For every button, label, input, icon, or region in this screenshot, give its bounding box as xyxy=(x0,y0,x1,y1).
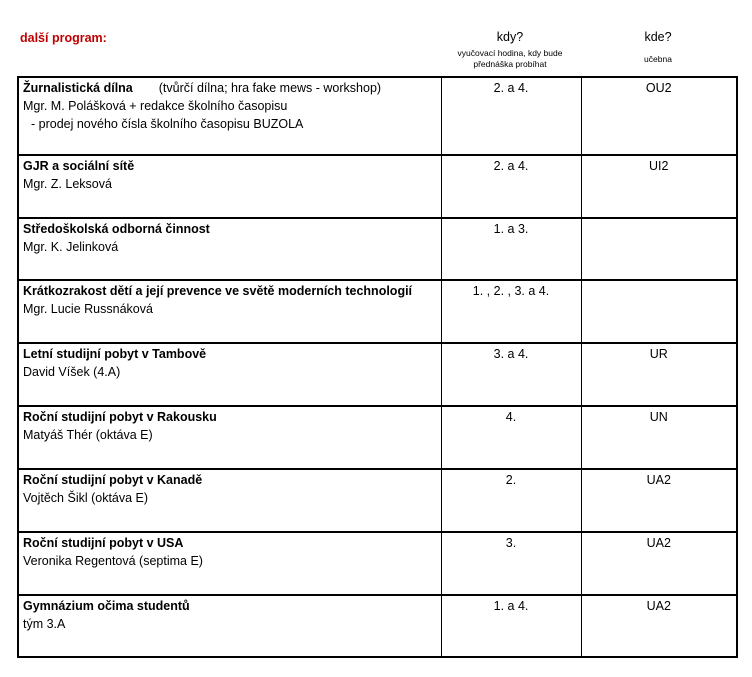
program-cell xyxy=(18,532,441,595)
program-cell xyxy=(18,595,441,657)
when-cell: 4. xyxy=(441,406,581,469)
program-title: Středoškolská odborná činnost xyxy=(23,222,210,236)
table-row xyxy=(18,77,737,155)
where-cell: UR xyxy=(581,343,737,406)
when-sublabel-line-2: přednáška probíhat xyxy=(473,59,547,69)
when-cell: 2. a 4. xyxy=(441,155,581,218)
program-title: Gymnázium očima studentů xyxy=(23,599,190,613)
table-row xyxy=(18,595,737,657)
where-cell: UI2 xyxy=(581,155,737,218)
when-sublabel xyxy=(440,48,580,70)
when-cell: 2. xyxy=(441,469,581,532)
program-cell xyxy=(18,406,441,469)
program-extra: - prodej nového čísla školního časopisu BUZOLA xyxy=(31,117,304,131)
when-label: kdy? xyxy=(496,30,524,44)
program-title: Krátkozrakost dětí a její prevence ve světě moderních technologií xyxy=(23,284,413,298)
where-column-header xyxy=(580,29,736,65)
program-speaker: Mgr. Lucie Russnáková xyxy=(23,302,153,316)
where-cell xyxy=(581,280,737,343)
where-label: kde? xyxy=(644,30,672,44)
table-row xyxy=(18,280,737,343)
page-title: další program: xyxy=(20,31,107,45)
where-cell: UA2 xyxy=(581,469,737,532)
when-cell: 1. a 4. xyxy=(441,595,581,657)
when-cell: 3. xyxy=(441,532,581,595)
program-cell xyxy=(18,77,441,155)
program-speaker: Mgr. M. Polášková + redakce školního časopisu xyxy=(23,99,288,113)
program-title: GJR a sociální sítě xyxy=(23,159,135,173)
program-title: Roční studijní pobyt v Rakousku xyxy=(23,410,217,424)
when-cell: 2. a 4. xyxy=(441,77,581,155)
program-cell xyxy=(18,280,441,343)
table-row xyxy=(18,469,737,532)
when-sublabel-line-1: vyučovací hodina, kdy bude xyxy=(457,48,563,58)
program-speaker: David Víšek (4.A) xyxy=(23,365,121,379)
where-cell: OU2 xyxy=(581,77,737,155)
table-row xyxy=(18,343,737,406)
program-speaker: tým 3.A xyxy=(23,617,66,631)
where-cell xyxy=(581,218,737,280)
when-cell: 1. , 2. , 3. a 4. xyxy=(441,280,581,343)
when-cell: 3. a 4. xyxy=(441,343,581,406)
program-title: Roční studijní pobyt v USA xyxy=(23,536,184,550)
program-cell xyxy=(18,469,441,532)
program-title: Žurnalistická dílna xyxy=(23,81,133,95)
table-row xyxy=(18,155,737,218)
program-speaker: Vojtěch Šikl (oktáva E) xyxy=(23,491,149,505)
where-cell: UA2 xyxy=(581,595,737,657)
program-speaker: Mgr. Z. Leksová xyxy=(23,177,112,191)
program-speaker: Matyáš Thér (oktáva E) xyxy=(23,428,153,442)
where-cell: UN xyxy=(581,406,737,469)
program-cell xyxy=(18,218,441,280)
where-cell: UA2 xyxy=(581,532,737,595)
program-title: Roční studijní pobyt v Kanadě xyxy=(23,473,203,487)
program-speaker: Mgr. K. Jelinková xyxy=(23,240,119,254)
program-speaker: Veronika Regentová (septima E) xyxy=(23,554,203,568)
when-column-header xyxy=(440,29,580,70)
program-note: (tvůrčí dílna; hra fake mews - workshop) xyxy=(158,81,382,95)
program-cell xyxy=(18,343,441,406)
program-cell xyxy=(18,155,441,218)
where-sublabel: učebna xyxy=(644,54,672,64)
program-table xyxy=(17,76,738,658)
table-row xyxy=(18,532,737,595)
when-cell: 1. a 3. xyxy=(441,218,581,280)
table-row xyxy=(18,218,737,280)
program-title: Letní studijní pobyt v Tambově xyxy=(23,347,207,361)
table-row xyxy=(18,406,737,469)
